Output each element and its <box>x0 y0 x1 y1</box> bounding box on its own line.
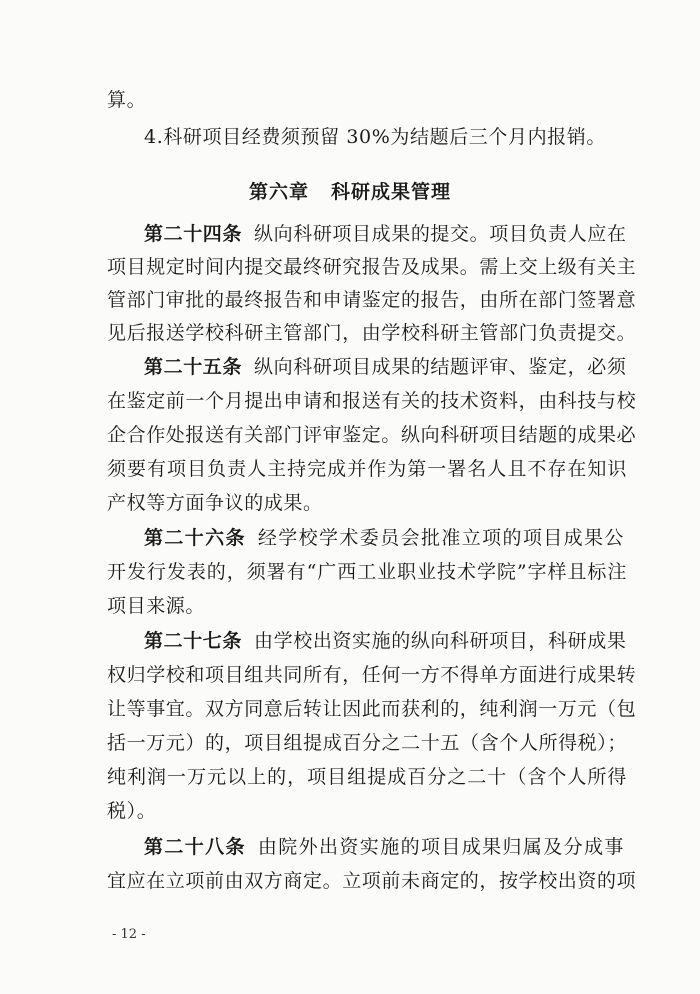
article-first-line <box>144 835 624 859</box>
article-text: 由学校出资实施的纵向科研项目，科研成果 <box>254 630 627 652</box>
article-text: 由院外出资实施的项目成果归属及分成事 <box>257 836 624 858</box>
article-text: 经学校学术委员会批准立项的项目成果公 <box>257 527 624 549</box>
article-first-line <box>144 526 624 550</box>
text-line: 企合作处报送有关部门评审鉴定。纵向科研项目结题的成果必 <box>107 424 637 446</box>
article-label: 第二十五条 <box>144 356 243 378</box>
text-line: 见后报送学校科研主管部门，由学校科研主管部门负责提交。 <box>107 322 637 344</box>
text-line: 在鉴定前一个月提出申请和报送有关的技术资料，由科技与校 <box>107 390 637 412</box>
text-line: 让等事宜。双方同意后转让因此而获利的，纯利润一万元（包 <box>107 698 637 720</box>
text-line: 权归学校和项目组共同所有，任何一方不得单方面进行成果转 <box>107 664 637 686</box>
text-line: 算。 <box>107 89 147 111</box>
chapter-number: 第六章 <box>248 181 309 203</box>
text-line: 须要有项目负责人主持完成并作为第一署名人且不存在知识 <box>107 458 627 480</box>
article-text: 纵向科研项目成果的结题评审、鉴定，必须 <box>254 356 627 378</box>
article-label: 第二十八条 <box>144 836 246 858</box>
article-text: 纵向科研项目成果的提交。项目负责人应在 <box>254 223 627 245</box>
article-label: 第二十七条 <box>144 630 243 652</box>
text-line: 开发行发表的，须署有“广西工业职业技术学院”字样且标注 <box>107 561 627 583</box>
chapter-title: 科研成果管理 <box>331 181 452 203</box>
article-label: 第二十六条 <box>144 527 246 549</box>
text-line: 管部门审批的最终报告和申请鉴定的报告，由所在部门签署意 <box>107 289 637 311</box>
text-line: 税）。 <box>107 800 157 822</box>
page-number: - 12 - <box>112 927 146 942</box>
text-line: 宜应在立项前由双方商定。立项前未商定的，按学校出资的项 <box>107 870 637 892</box>
text-line: 纯利润一万元以上的，项目组提成百分之二十（含个人所得 <box>107 766 627 788</box>
article-first-line <box>144 355 627 379</box>
text-line: 项目规定时间内提交最终研究报告及成果。需上交上级有关主 <box>107 256 637 278</box>
article-first-line <box>144 222 627 246</box>
text-line: 括一万元）的，项目组提成百分之二十五（含个人所得税）； <box>107 732 627 754</box>
article-label: 第二十四条 <box>144 223 243 245</box>
article-first-line <box>144 629 627 653</box>
text-line: 4.科研项目经费须预留 30%为结题后三个月内报销。 <box>144 126 606 148</box>
chapter-heading <box>0 180 700 204</box>
text-line: 项目来源。 <box>107 595 206 617</box>
text-line: 产权等方面争议的成果。 <box>107 492 323 514</box>
